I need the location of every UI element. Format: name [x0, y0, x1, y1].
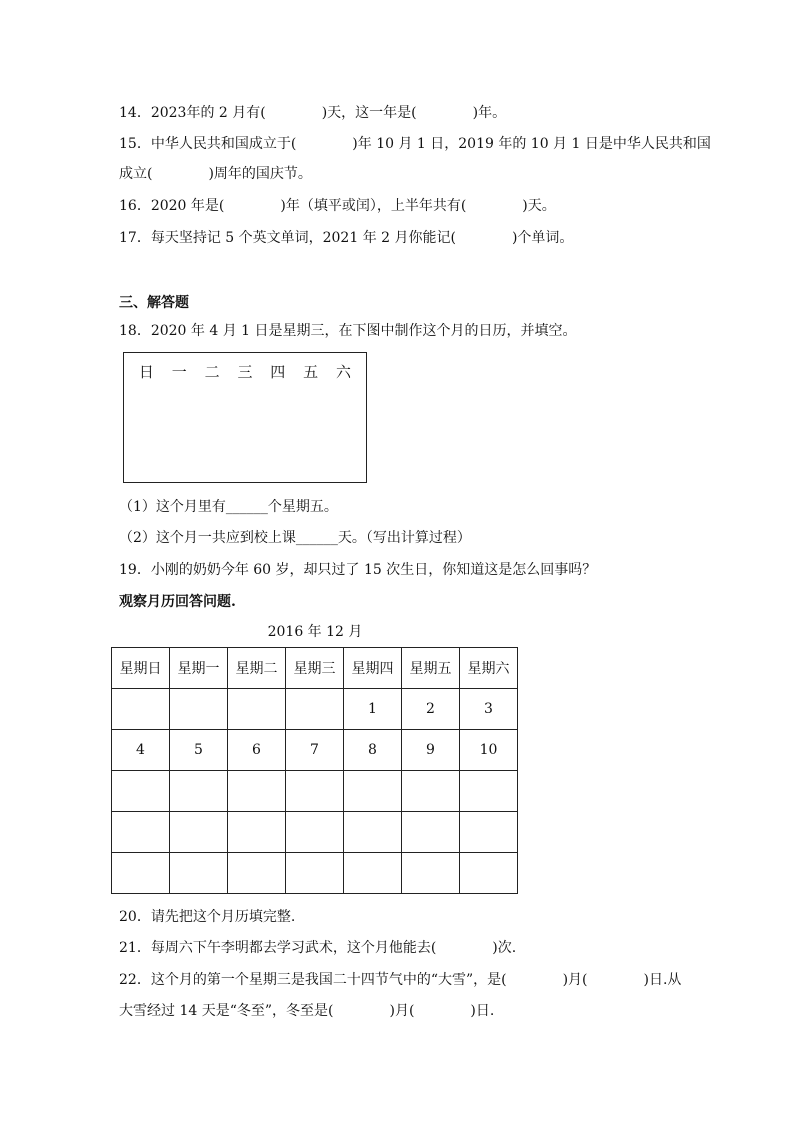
calendar-cell[interactable] — [402, 812, 460, 853]
calendar-cell[interactable] — [170, 812, 228, 853]
weekday-label: 六 — [335, 363, 351, 381]
question-21: 21．每周六下午李明都去学习武术，这个月他能去( )次. — [119, 940, 517, 956]
calendar-cell[interactable] — [344, 771, 402, 812]
month-calendar-table — [111, 647, 518, 894]
calendar-cell[interactable] — [402, 853, 460, 894]
calendar-cell: 9 — [402, 730, 460, 771]
calendar-row — [112, 730, 518, 771]
calendar-cell — [228, 689, 286, 730]
calendar-cell — [286, 689, 344, 730]
question-18-2: （2）这个月一共应到校上课______天。（写出计算过程） — [119, 530, 471, 546]
calendar-cell[interactable] — [112, 853, 170, 894]
calendar-cell[interactable] — [286, 812, 344, 853]
weekday-label: 三 — [237, 363, 253, 381]
calendar-row — [112, 771, 518, 812]
calendar-cell[interactable] — [460, 812, 518, 853]
calendar-cell[interactable] — [344, 812, 402, 853]
blank-calendar-box — [123, 352, 367, 483]
calendar-cell[interactable] — [170, 853, 228, 894]
calendar-cell: 2 — [402, 689, 460, 730]
question-15-line2: 成立( )周年的国庆节。 — [119, 166, 312, 182]
calendar-cell: 3 — [460, 689, 518, 730]
calendar-cell: 8 — [344, 730, 402, 771]
calendar-cell[interactable] — [112, 812, 170, 853]
calendar-cell[interactable] — [228, 812, 286, 853]
calendar-header-row — [112, 648, 518, 689]
calendar-cell: 10 — [460, 730, 518, 771]
weekday-label: 一 — [171, 363, 187, 381]
calendar-cell: 1 — [344, 689, 402, 730]
question-22-line2: 大雪经过 14 天是“冬至”，冬至是( )月( )日. — [119, 1003, 495, 1019]
calendar-row — [112, 812, 518, 853]
question-18-1: （1）这个月里有______个星期五。 — [119, 499, 338, 515]
weekday-label: 四 — [270, 363, 286, 381]
question-15-line1: 15．中华人民共和国成立于( )年 10 月 1 日，2019 年的 10 月 1 日是中华人民共和国 — [119, 136, 711, 152]
calendar-cell[interactable] — [286, 853, 344, 894]
calendar-header-cell: 星期日 — [112, 648, 170, 689]
question-17: 17．每天坚持记 5 个英文单词，2021 年 2 月你能记( )个单词。 — [119, 230, 574, 246]
question-16: 16．2020 年是( )年（填平或闰），上半年共有( )天。 — [119, 198, 556, 214]
question-20: 20．请先把这个月历填完整. — [119, 909, 296, 925]
calendar-cell[interactable] — [228, 771, 286, 812]
calendar-cell — [112, 689, 170, 730]
calendar-cell: 5 — [170, 730, 228, 771]
calendar-cell: 7 — [286, 730, 344, 771]
calendar-row — [112, 853, 518, 894]
question-19: 19．小刚的奶奶今年 60 岁，却只过了 15 次生日，你知道这是怎么回事吗？ — [119, 562, 597, 578]
calendar-cell[interactable] — [228, 853, 286, 894]
calendar-cell[interactable] — [460, 853, 518, 894]
weekday-label: 五 — [303, 363, 319, 381]
calendar-cell[interactable] — [112, 771, 170, 812]
calendar-cell: 4 — [112, 730, 170, 771]
observe-heading: 观察月历回答问题. — [119, 594, 236, 610]
calendar-header-cell: 星期四 — [344, 648, 402, 689]
calendar-title: 2016 年 12 月 — [267, 624, 363, 640]
calendar-cell: 6 — [228, 730, 286, 771]
calendar-cell[interactable] — [460, 771, 518, 812]
calendar-header-cell: 星期三 — [286, 648, 344, 689]
question-14: 14．2023年的 2 月有( )天，这一年是( )年。 — [119, 105, 507, 121]
calendar-row — [112, 689, 518, 730]
question-22-line1: 22．这个月的第一个星期三是我国二十四节气中的“大雪”，是( )月( )日.从 — [119, 972, 682, 988]
calendar-cell[interactable] — [286, 771, 344, 812]
question-18: 18．2020 年 4 月 1 日是星期三，在下图中制作这个月的日历，并填空。 — [119, 323, 577, 339]
calendar-cell[interactable] — [402, 771, 460, 812]
calendar-header-cell: 星期二 — [228, 648, 286, 689]
calendar-cell[interactable] — [344, 853, 402, 894]
calendar-cell — [170, 689, 228, 730]
calendar-cell[interactable] — [170, 771, 228, 812]
calendar-header-cell: 星期一 — [170, 648, 228, 689]
calendar-header-cell: 星期六 — [460, 648, 518, 689]
weekday-label: 日 — [138, 363, 154, 381]
section-title: 三、解答题 — [119, 295, 189, 311]
weekday-header-row — [124, 361, 366, 382]
calendar-header-cell: 星期五 — [402, 648, 460, 689]
weekday-label: 二 — [204, 363, 220, 381]
